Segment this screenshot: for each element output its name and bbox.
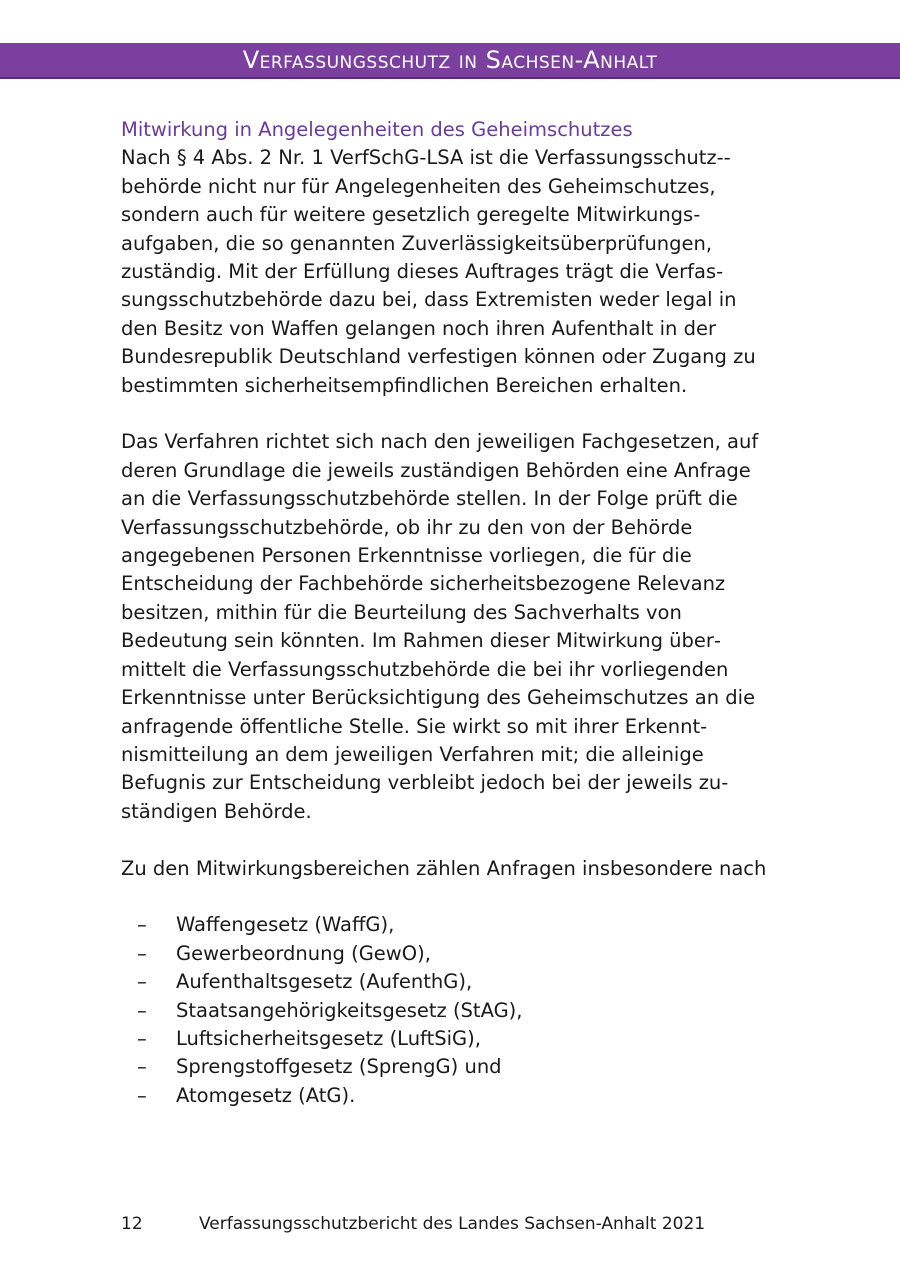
section-heading: Mitwirkung in Angelegenheiten des Geheimschutzes xyxy=(121,118,633,141)
paragraph-1: Nach § 4 Abs. 2 Nr. 1 VerfSchG-LSA ist die Verfassungsschutz-behörde nicht nur für Angelegenheiten des Geheimschutzes, sondern auch für weitere gesetzlich geregelte Mitwirkungsaufgaben, die so genannten Zuverlässigkeitsüberprüfungen, zuständig. Mit der Erfüllung dieses Auftrages trägt die Verfassungsschutzbehörde dazu bei, dass Extremisten weder legal in den Besitz von Waffen gelangen noch ihren Aufenthalt in der Bundesrepublik Deutschland verfestigen können oder Zugang zu bestimmten sicherheitsempfindlichen Bereichen erhalten. xyxy=(121,146,756,397)
page-footer xyxy=(121,1212,705,1236)
list-item xyxy=(121,968,771,996)
page-number: 12 xyxy=(121,1214,143,1234)
list-item xyxy=(121,1053,771,1081)
header-bar xyxy=(0,43,900,79)
list-item-text: Atomgesetz (AtG). xyxy=(176,1083,356,1107)
list-item xyxy=(121,1025,771,1053)
page-title: Verfassungsschutz in Sachsen-Anhalt xyxy=(242,46,658,74)
list-item xyxy=(121,940,771,968)
list-dash: – xyxy=(137,970,147,994)
list-item-text: Luftsicherheitsgesetz (LuftSiG), xyxy=(176,1026,481,1050)
publication-title: Verfassungsschutzbericht des Landes Sachsen-Anhalt 2021 xyxy=(199,1214,706,1234)
list-dash: – xyxy=(137,1055,147,1079)
paragraph-3: Zu den Mitwirkungsbereichen zählen Anfragen insbesondere nach xyxy=(121,856,767,880)
list-item-text: Sprengstoffgesetz (SprengG) und xyxy=(176,1055,502,1079)
list-item xyxy=(121,911,771,939)
list-dash: – xyxy=(137,1026,147,1050)
list-dash: – xyxy=(137,941,147,965)
list-item-text: Gewerbeordnung (GewO), xyxy=(176,941,431,965)
paragraph-2: Das Verfahren richtet sich nach den jeweiligen Fachgesetzen, auf deren Grundlage die jeweils zuständigen Behörden eine Anfrage an die Verfassungsschutzbehörde stellen. In der Folge prüft die Verfassungsschutzbehörde, ob ihr zu den von der Behörde angegebenen Personen Erkenntnisse vorliegen, die für die Entscheidung der Fachbehörde sicherheitsbezogene Relevanz besitzen, mithin für die Beurteilung des Sachverhalts von Bedeutung sein könnten. Im Rahmen dieser Mitwirkung übermittelt die Verfassungsschutzbehörde die bei ihr vorliegenden Erkenntnisse unter Berücksichtigung des Geheimschutzes an die anfragende öffentliche Stelle. Sie wirkt so mit ihrer Erkenntnismitteilung an dem jeweiligen Verfahren mit; die alleinige Befugnis zur Entscheidung verbleibt jedoch bei der jeweils zuständigen Behörde. xyxy=(121,430,759,823)
list-item-text: Staatsangehörigkeitsgesetz (StAG), xyxy=(176,998,523,1022)
list-dash: – xyxy=(137,1083,147,1107)
list-item-text: Waffengesetz (WaffG), xyxy=(176,913,395,937)
list-dash: – xyxy=(137,998,147,1022)
list-item xyxy=(121,997,771,1025)
law-list xyxy=(121,911,771,1110)
list-dash: – xyxy=(137,913,147,937)
main-content xyxy=(121,116,771,1130)
list-item xyxy=(121,1082,771,1110)
list-item-text: Aufenthaltsgesetz (AufenthG), xyxy=(176,970,473,994)
